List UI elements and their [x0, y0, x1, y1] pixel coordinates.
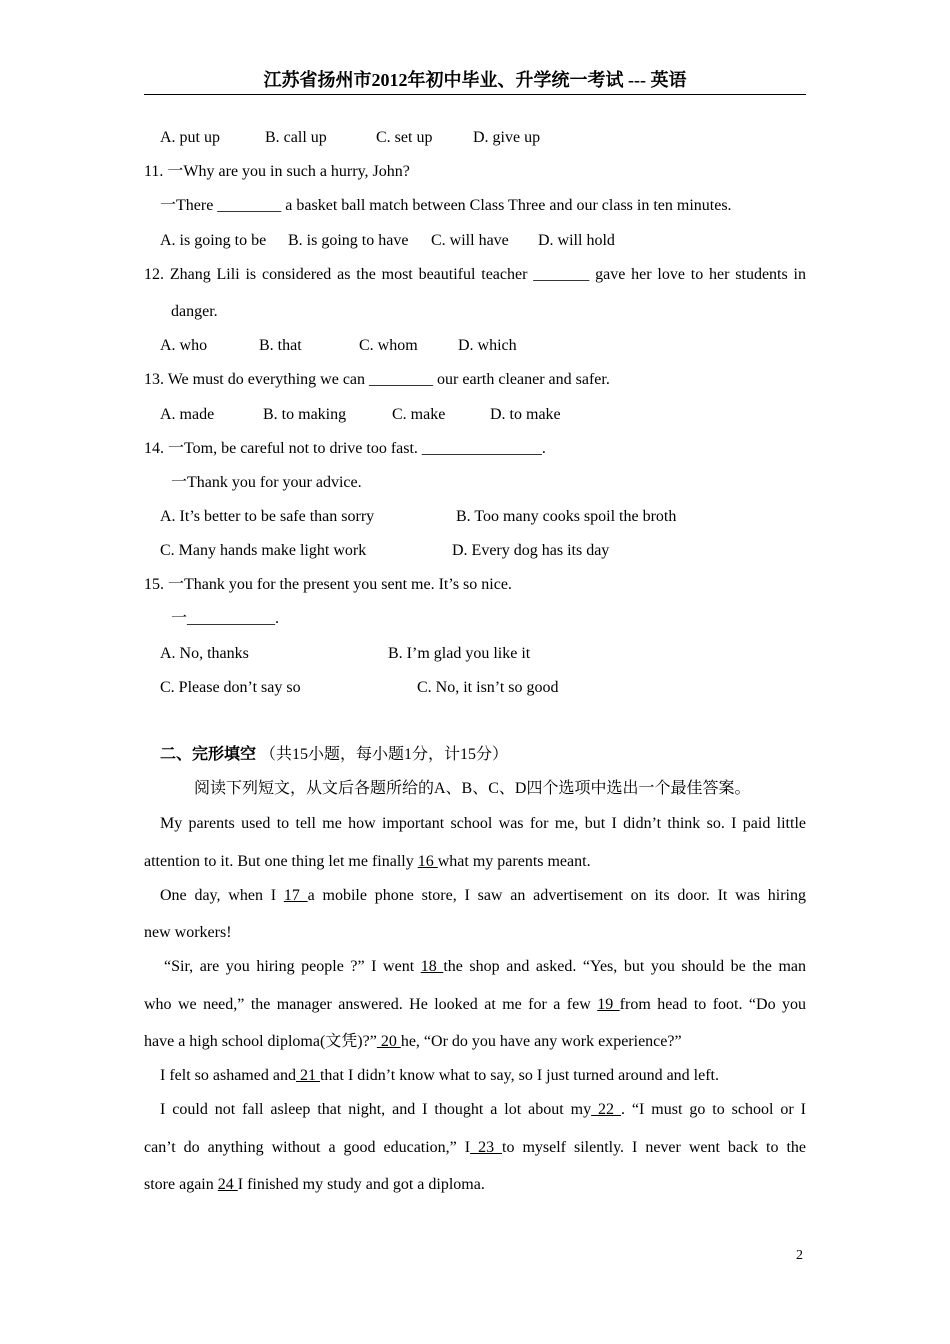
blank-16: 16: [417, 853, 438, 870]
text: a mobile phone store, I saw an advertisement on its door. It was hiring: [307, 887, 806, 904]
page-header: 江苏省扬州市2012年初中毕业、升学统一考试 --- 英语: [144, 66, 806, 95]
blank-20: 20: [376, 1033, 401, 1050]
q14-options-row2: [160, 541, 609, 561]
blank-17: 17: [283, 887, 308, 904]
text: to myself silently. I never went back to the: [502, 1139, 807, 1156]
option-c: C. Many hands make light work: [160, 542, 367, 559]
q11-stem: 11. 一Why are you in such a hurry, John?: [144, 163, 410, 180]
page-number: 2: [796, 1248, 803, 1263]
option-a: A. made: [160, 406, 215, 423]
text: what my parents meant.: [437, 853, 591, 870]
q14-options-row1: [160, 507, 676, 527]
q10-options: [160, 128, 540, 148]
option-b: B. to making: [263, 406, 347, 423]
text: I felt so ashamed and: [160, 1067, 296, 1084]
option-d: D. which: [458, 337, 517, 354]
text: the shop and asked. “Yes, but you should be the man: [443, 958, 807, 975]
q12-options: [160, 336, 517, 356]
q11-reply: 一There ________ a basket ball match between Class Three and our class in ten minutes.: [160, 197, 732, 214]
option-c: C. will have: [431, 232, 509, 249]
blank-23: 23: [470, 1139, 503, 1156]
option-d: D. give up: [473, 129, 541, 146]
option-a: A. who: [160, 337, 208, 354]
q14-stem: 14. 一Tom, be careful not to drive too fast. _______________.: [144, 440, 546, 457]
text: who we need,” the manager answered. He looked at me for a few: [144, 996, 598, 1013]
option-d: D. will hold: [538, 232, 615, 249]
passage-p1-line2: [144, 852, 591, 872]
blank-21: 21: [295, 1067, 320, 1084]
passage-p3-line1: [164, 957, 806, 977]
q13-stem: 13. We must do everything we can ________ our earth cleaner and safer.: [144, 371, 610, 388]
q12-stem-line2: danger.: [171, 303, 218, 320]
option-a: A. put up: [160, 129, 220, 146]
option-d: D. to make: [490, 406, 561, 423]
option-b: B. is going to have: [288, 232, 409, 249]
option-c: C. Please don’t say so: [160, 679, 301, 696]
text: One day, when I: [160, 887, 284, 904]
passage-p3-line3: [144, 1032, 682, 1052]
q15-options-row1: [160, 644, 530, 664]
option-c: C. whom: [359, 337, 418, 354]
q15-options-row2: [160, 678, 559, 698]
option-a: A. It’s better to be safe than sorry: [160, 508, 375, 525]
section2-instruction: 阅读下列短文，从文后各题所给的A、B、C、D四个选项中选出一个最佳答案。: [194, 780, 751, 797]
passage-p3-line2: [144, 995, 806, 1015]
option-b: B. call up: [265, 129, 327, 146]
passage-p4: [160, 1066, 719, 1086]
blank-18: 18: [420, 958, 444, 975]
text: have a high school diploma(文凭)?”: [144, 1033, 377, 1050]
text: “Sir, are you hiring people ?” I went: [164, 958, 421, 975]
text: store again: [144, 1176, 218, 1193]
section2-title: 二、完形填空: [160, 746, 257, 763]
blank-19: 19: [597, 996, 620, 1013]
option-a: A. is going to be: [160, 232, 267, 249]
option-b: B. that: [259, 337, 302, 354]
option-d: C. No, it isn’t so good: [417, 679, 559, 696]
blank-22: 22: [591, 1101, 621, 1118]
option-c: C. make: [392, 406, 446, 423]
text: from head to foot. “Do you: [619, 996, 806, 1013]
option-b: B. I’m glad you like it: [388, 645, 531, 662]
q14-reply: 一Thank you for your advice.: [171, 474, 362, 491]
passage-p5-line2: [144, 1138, 806, 1158]
passage-p5-line3: [144, 1175, 485, 1195]
q15-reply: 一___________.: [171, 610, 280, 627]
option-d: D. Every dog has its day: [452, 542, 610, 559]
text: attention to it. But one thing let me finally: [144, 853, 418, 870]
passage-p2-line2: new workers!: [144, 924, 232, 941]
option-a: A. No, thanks: [160, 645, 249, 662]
text: can’t do anything without a good education,” I: [144, 1139, 471, 1156]
text: I finished my study and got a diploma.: [237, 1176, 485, 1193]
blank-24: 24: [217, 1176, 238, 1193]
option-c: C. set up: [376, 129, 433, 146]
section2-score: （共15小题，每小题1分，计15分）: [260, 746, 509, 763]
passage-p5-line1: [160, 1100, 806, 1120]
q11-options: [160, 231, 615, 251]
q15-stem: 15. 一Thank you for the present you sent me. It’s so nice.: [144, 576, 512, 593]
text: that I didn’t know what to say, so I just turned around and left.: [319, 1067, 719, 1084]
passage-p1-line1: My parents used to tell me how important school was for me, but I didn’t think so. I paid little: [160, 815, 806, 832]
text: he, “Or do you have any work experience?”: [400, 1033, 682, 1050]
section2-heading: [160, 745, 508, 765]
text: I could not fall asleep that night, and I thought a lot about my: [160, 1101, 592, 1118]
q12-stem-line1: 12. Zhang Lili is considered as the most beautiful teacher _______ gave her love to her students in: [144, 266, 806, 283]
passage-p2-line1: [160, 886, 806, 906]
q13-options: [160, 405, 561, 425]
text: . “I must go to school or I: [620, 1101, 806, 1118]
option-b: B. Too many cooks spoil the broth: [456, 508, 677, 525]
